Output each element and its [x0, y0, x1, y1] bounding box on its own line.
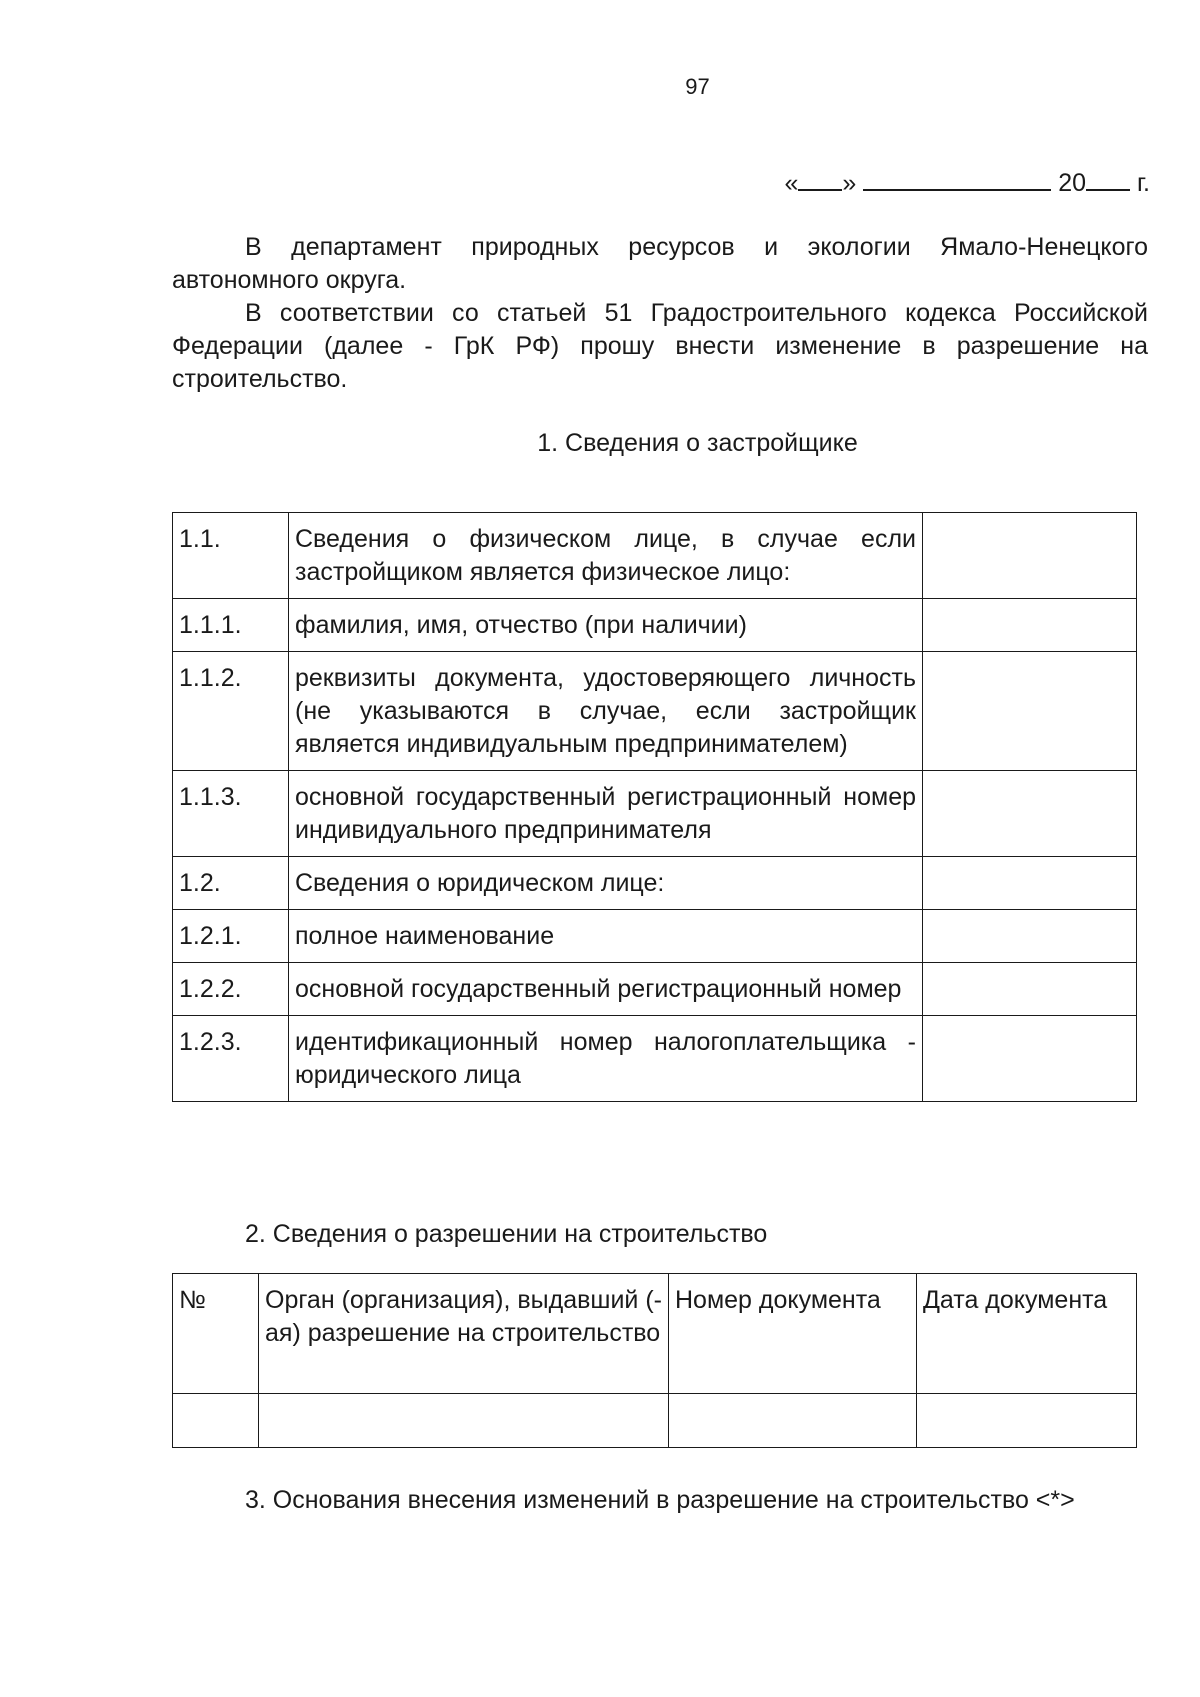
month-blank-field[interactable] [863, 165, 1051, 191]
header-document-date: Дата документа [917, 1274, 1137, 1394]
section1-title: 1. Сведения о застройщике [537, 429, 858, 457]
number-cell[interactable] [173, 1394, 259, 1448]
year-suffix: г. [1136, 169, 1150, 197]
table-row [173, 963, 1137, 1016]
request-paragraph: В соответствии со статьей 51 Градостроительного кодекса Российской Федерации (далее - ГрК РФ) прошу внести изменение в разрешение на строительство. [172, 299, 1148, 393]
table-row [173, 1394, 1137, 1448]
value-cell[interactable] [923, 857, 1137, 910]
row-number: 1.2.1. [173, 910, 289, 963]
table-row [173, 857, 1137, 910]
header-issuing-authority: Орган (организация), выдавший (-ая) разрешение на строительство [259, 1274, 669, 1394]
developer-info-table [172, 512, 1137, 1102]
table-row [173, 771, 1137, 857]
issuing-authority-cell[interactable] [259, 1394, 669, 1448]
table-header-row [173, 1274, 1137, 1394]
value-cell[interactable] [923, 910, 1137, 963]
row-number: 1.1.2. [173, 652, 289, 771]
row-number: 1.2.2. [173, 963, 289, 1016]
date-line [785, 165, 1151, 200]
header-document-number: Номер документа [669, 1274, 917, 1394]
value-cell[interactable] [923, 771, 1137, 857]
year-blank-field[interactable] [1086, 165, 1130, 191]
value-cell[interactable] [923, 599, 1137, 652]
value-cell[interactable] [923, 652, 1137, 771]
page-number: 97 [685, 74, 710, 99]
row-description: полное наименование [289, 910, 923, 963]
value-cell[interactable] [923, 1016, 1137, 1102]
row-number: 1.1.3. [173, 771, 289, 857]
header-number: № [173, 1274, 259, 1394]
addressee-paragraph: В департамент природных ресурсов и экологии Ямало-Ненецкого автономного округа. [172, 233, 1148, 294]
table-row [173, 599, 1137, 652]
table-row [173, 513, 1137, 599]
table-row [173, 1016, 1137, 1102]
row-number: 1.1.1. [173, 599, 289, 652]
year-prefix: 20 [1058, 169, 1087, 197]
section2-title: 2. Сведения о разрешении на строительство [245, 1220, 768, 1248]
table-row [173, 910, 1137, 963]
row-number: 1.2. [173, 857, 289, 910]
row-description: идентификационный номер налогоплательщика - юридического лица [289, 1016, 923, 1102]
row-number: 1.1. [173, 513, 289, 599]
day-blank-field[interactable] [798, 165, 842, 191]
date-close-quote: » [842, 169, 857, 197]
row-description: Сведения о юридическом лице: [289, 857, 923, 910]
table-row [173, 652, 1137, 771]
value-cell[interactable] [923, 963, 1137, 1016]
row-description: фамилия, имя, отчество (при наличии) [289, 599, 923, 652]
date-open-quote: « [784, 169, 799, 197]
section3-title: 3. Основания внесения изменений в разрешение на строительство <*> [245, 1486, 1075, 1514]
row-description: реквизиты документа, удостоверяющего личность (не указываются в случае, если застройщик является индивидуальным предпринимателем) [289, 652, 923, 771]
row-description: основной государственный регистрационный номер [289, 963, 923, 1016]
row-description: Сведения о физическом лице, в случае если застройщиком является физическое лицо: [289, 513, 923, 599]
document-number-cell[interactable] [669, 1394, 917, 1448]
document-date-cell[interactable] [917, 1394, 1137, 1448]
row-number: 1.2.3. [173, 1016, 289, 1102]
permit-info-table [172, 1273, 1137, 1448]
row-description: основной государственный регистрационный номер индивидуального предпринимателя [289, 771, 923, 857]
value-cell[interactable] [923, 513, 1137, 599]
